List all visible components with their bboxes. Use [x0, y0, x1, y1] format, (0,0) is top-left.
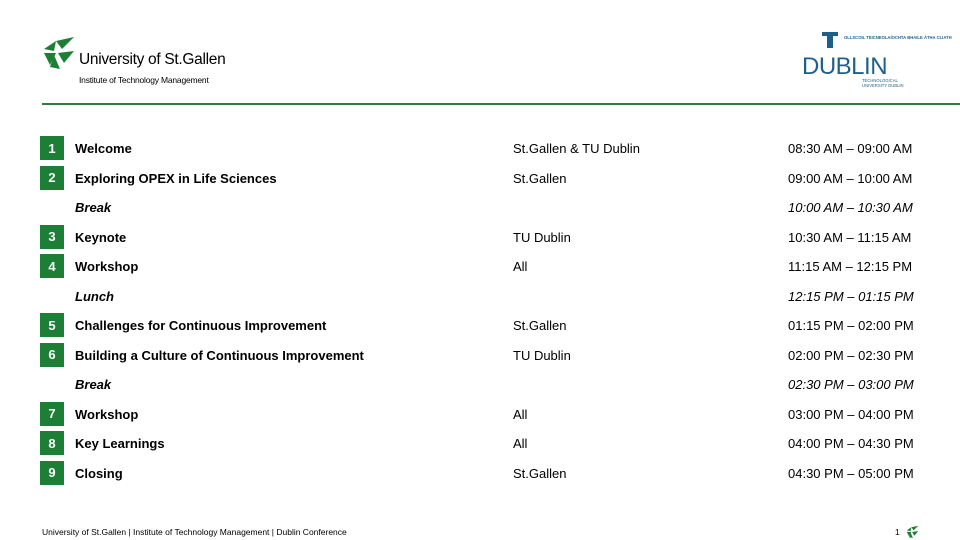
agenda-time: 11:15 AM – 12:15 PM [788, 259, 913, 274]
agenda-organizer: St.Gallen & TU Dublin [513, 141, 640, 156]
agenda-organizer: All [513, 259, 528, 274]
header-divider [42, 103, 960, 105]
agenda-time: 03:00 PM – 04:00 PM [788, 406, 914, 422]
break-title: Break [75, 200, 112, 215]
agenda-organizer: St.Gallen [513, 318, 567, 333]
agenda-number-badge: 3 [40, 225, 64, 249]
agenda-organizer: St.Gallen [513, 170, 567, 186]
tu-dublin-sub2: UNIVERSITY DUBLIN [862, 83, 904, 88]
hsg-leaf-icon [906, 525, 919, 538]
agenda-number-badge: 8 [40, 431, 64, 455]
agenda-number-badge: 4 [40, 254, 64, 278]
agenda-time: 08:30 AM – 09:00 AM [788, 141, 913, 156]
hsg-leaf-icon [42, 35, 76, 69]
agenda-row [40, 136, 940, 160]
agenda-title: Challenges for Continuous Improvement [75, 318, 327, 333]
agenda-organizer: TU Dublin [513, 229, 571, 245]
agenda-time: 02:00 PM – 02:30 PM [788, 347, 914, 363]
agenda-number-badge: 7 [40, 402, 64, 426]
lunch-time: 12:15 PM – 01:15 PM [788, 288, 914, 304]
agenda-organizer: All [513, 436, 528, 451]
agenda-time: 04:00 PM – 04:30 PM [788, 436, 914, 451]
agenda-break-row [40, 195, 940, 219]
agenda-break-row [40, 372, 940, 396]
agenda-row [40, 461, 940, 485]
tu-dublin-sub1: TECHNOLOGICAL [862, 78, 898, 83]
agenda-organizer: TU Dublin [513, 347, 571, 363]
agenda-number-badge: 9 [40, 461, 64, 485]
agenda-title: Welcome [75, 141, 132, 156]
agenda-row [40, 254, 940, 278]
agenda-title: Closing [75, 465, 123, 481]
hsg-institute: Institute of Technology Management [79, 75, 209, 85]
agenda-row [40, 225, 940, 249]
agenda-title: Key Learnings [75, 436, 165, 451]
agenda-number-badge: 6 [40, 343, 64, 367]
tu-dublin-logo [800, 30, 952, 92]
agenda-row [40, 313, 940, 337]
agenda-time: 04:30 PM – 05:00 PM [788, 465, 914, 481]
agenda-lunch-row [40, 284, 940, 308]
agenda-row [40, 402, 940, 426]
hsg-name: University of St.Gallen [79, 51, 226, 68]
tu-dublin-wordmark: DUBLIN [802, 53, 888, 80]
agenda-number-badge: 1 [40, 136, 64, 160]
agenda-title: Workshop [75, 259, 139, 274]
break-time: 10:00 AM – 10:30 AM [788, 200, 913, 215]
agenda-title: Workshop [75, 406, 139, 422]
tu-dublin-irish: OLLSCOIL TEICNEOLAÍOCHTA BHAILE ÁTHA CLIATH [844, 35, 952, 40]
lunch-title: Lunch [75, 288, 114, 304]
footer-text: University of St.Gallen | Institute of Technology Management | Dublin Conference [42, 527, 347, 537]
agenda-row [40, 431, 940, 455]
agenda-title: Exploring OPEX in Life Sciences [75, 170, 277, 186]
agenda-row [40, 166, 940, 190]
break-title: Break [75, 377, 112, 392]
agenda-organizer: St.Gallen [513, 465, 567, 481]
agenda-time: 10:30 AM – 11:15 AM [788, 229, 912, 245]
agenda-title: Keynote [75, 229, 127, 245]
agenda-time: 09:00 AM – 10:00 AM [788, 170, 913, 186]
agenda-organizer: All [513, 406, 528, 422]
agenda-row [40, 343, 940, 367]
agenda-title: Building a Culture of Continuous Improvement [75, 347, 364, 363]
hsg-logo [42, 35, 242, 87]
page-number: 1 [895, 527, 900, 537]
agenda-number-badge: 5 [40, 313, 64, 337]
break-time: 02:30 PM – 03:00 PM [788, 377, 914, 392]
agenda-number-badge: 2 [40, 166, 64, 190]
agenda-time: 01:15 PM – 02:00 PM [788, 318, 914, 333]
